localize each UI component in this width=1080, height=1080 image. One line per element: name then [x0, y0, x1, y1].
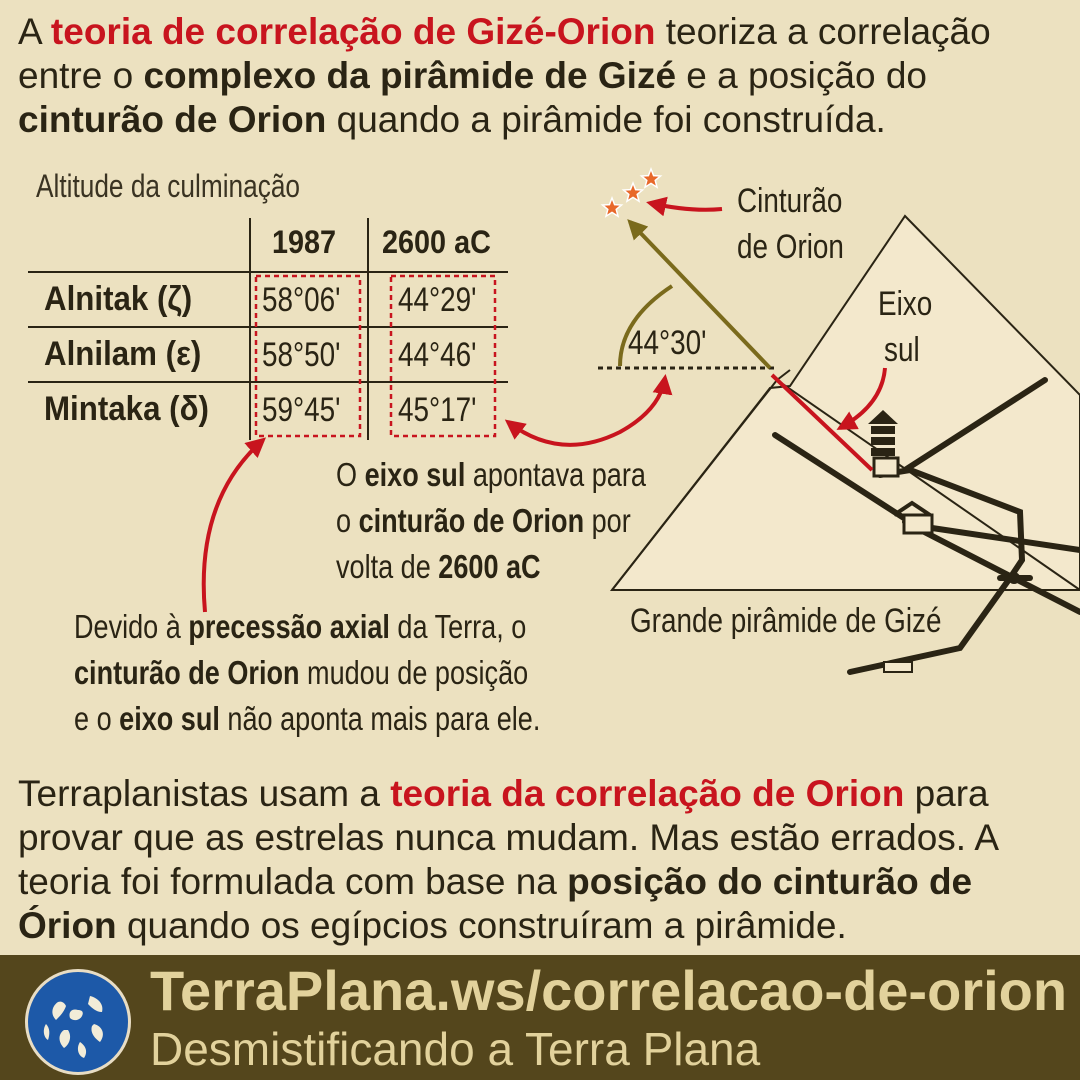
- footer-tagline: Desmistificando a Terra Plana: [150, 1023, 761, 1075]
- row-star-alnilam: Alnilam (ε): [44, 335, 202, 373]
- belt-label-line1: Cinturão: [737, 182, 843, 220]
- outro-text: quando os egípcios construíram a pirâmide.: [116, 905, 847, 946]
- row-star-alnitak: Alnitak (ζ): [44, 280, 193, 318]
- outro-theory-highlight: teoria da correlação de Orion: [390, 773, 905, 814]
- belt-label-line2: de Orion: [737, 228, 844, 266]
- shaft-label-line1: Eixo: [878, 285, 933, 323]
- south-shaft-note: O eixo sul apontava para o cinturão de Orion por volta de 2600 aC: [336, 456, 646, 585]
- arrow-table-to-angle: [508, 378, 665, 445]
- outro-text: para provar que as estrelas nunca mudam. Mas estão errados. A teoria foi formulada com base na: [18, 773, 997, 902]
- intro-text: A: [18, 11, 51, 52]
- cell-alnilam-2600bc: 44°46': [398, 336, 477, 374]
- globe-logo-icon: [25, 969, 131, 1075]
- intro-belt-bold: cinturão de Orion: [18, 99, 327, 140]
- arrow-to-belt: [650, 203, 722, 210]
- intro-theory-highlight: teoria de correlação de Gizé-Orion: [50, 11, 656, 52]
- cell-mintaka-1987: 59°45': [262, 391, 341, 429]
- table-title: Altitude da culminação: [36, 168, 301, 204]
- intro-text: quando a pirâmide foi construída.: [326, 99, 886, 140]
- kings-chamber: [868, 410, 898, 476]
- shaft-label-line2: sul: [884, 331, 920, 369]
- column-header-1987: 1987: [272, 224, 337, 260]
- precession-note: Devido à precessão axial da Terra, o cinturão de Orion mudou de posição e o eixo sul não aponta mais para ele.: [74, 608, 541, 737]
- arrow-precession-to-table: [204, 440, 263, 612]
- row-star-mintaka: Mintaka (δ): [44, 390, 209, 428]
- pyramid-label: Grande pirâmide de Gizé: [630, 602, 942, 640]
- column-header-2600bc: 2600 aC: [382, 224, 491, 260]
- subterranean-chamber: [884, 662, 912, 672]
- intro-text: teoriza a correlação entre o: [18, 11, 991, 96]
- passage-junction: [1008, 572, 1020, 584]
- cell-alnilam-1987: 58°50': [262, 336, 341, 374]
- outro-paragraph: [18, 772, 1068, 948]
- orion-belt-stars: [603, 169, 661, 216]
- cell-alnitak-2600bc: 44°29': [398, 281, 477, 319]
- footer-url[interactable]: TerraPlana.ws/correlacao-de-orion: [150, 959, 1068, 1022]
- outro-position-bold: posição do cinturão de Órion: [18, 861, 973, 946]
- cell-mintaka-2600bc: 45°17': [398, 391, 477, 429]
- intro-text: e a posição do: [676, 55, 927, 96]
- outro-text: Terraplanistas usam a: [18, 773, 391, 814]
- cell-alnitak-1987: 58°06': [262, 281, 341, 319]
- pyramid-core-edge: [777, 370, 790, 380]
- angle-label: 44°30': [628, 324, 707, 362]
- intro-complex-bold: complexo da pirâmide de Gizé: [143, 55, 677, 96]
